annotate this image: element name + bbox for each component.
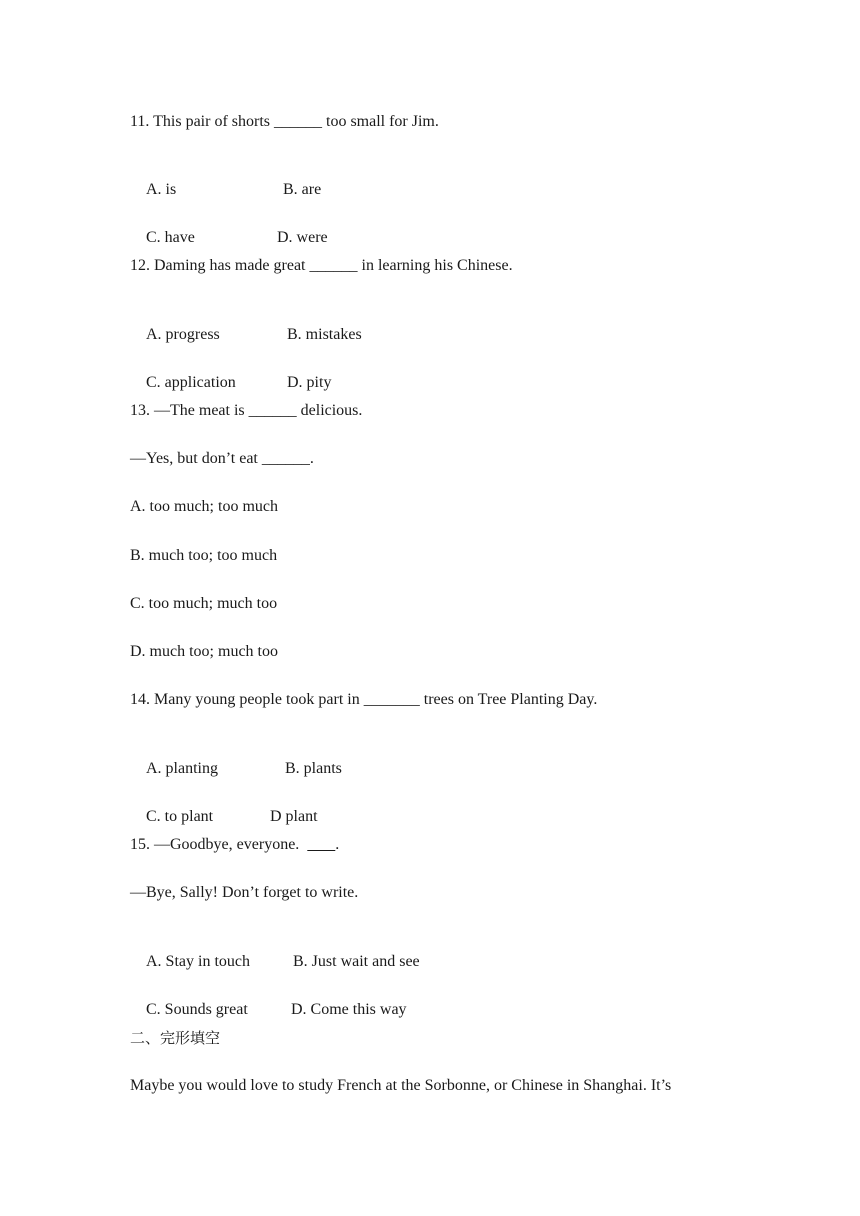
question-12-option-b: B. mistakes	[287, 326, 362, 343]
question-11-stem: 11. This pair of shorts ______ too small for Jim.	[130, 113, 439, 130]
question-15-option-b: B. Just wait and see	[293, 953, 420, 970]
question-14-option-a: A. planting	[146, 760, 218, 777]
question-11-option-a: A. is	[146, 181, 177, 198]
question-15-option-d: D. Come this way	[291, 1001, 407, 1018]
question-12-option-c: C. application	[146, 374, 236, 391]
section-heading: 二、完形填空	[130, 1029, 221, 1047]
question-14-option-c: C. to plant	[146, 808, 214, 825]
question-13-option-b: B. much too; too much	[130, 547, 278, 564]
question-12-option-a: A. progress	[146, 326, 220, 343]
question-15-option-c: C. Sounds great	[146, 1001, 248, 1018]
question-14-stem: 14. Many young people took part in _______ trees on Tree Planting Day.	[130, 691, 598, 708]
question-13-stem: 13. —The meat is ______ delicious.	[130, 402, 363, 419]
question-13-reply: —Yes, but don’t eat ______.	[130, 450, 314, 467]
question-15-reply: —Bye, Sally! Don’t forget to write.	[130, 884, 359, 901]
question-14-option-b: B. plants	[285, 760, 342, 777]
passage-line: Maybe you would love to study French at the Sorbonne, or Chinese in Shanghai. It’s	[130, 1077, 672, 1094]
question-15-option-a: A. Stay in touch	[146, 953, 250, 970]
question-12-stem: 12. Daming has made great ______ in learning his Chinese.	[130, 257, 513, 274]
question-13-option-c: C. too much; much too	[130, 595, 278, 612]
question-15-stem	[130, 835, 339, 855]
question-15-blank	[307, 836, 335, 853]
question-13-option-d: D. much too; much too	[130, 643, 278, 660]
question-15-stem-text: 15. —Goodbye, everyone.	[130, 836, 308, 853]
document-page	[130, 0, 830, 1216]
question-15-stem-end: .	[335, 836, 340, 853]
question-11-option-c: C. have	[146, 229, 195, 246]
question-13-option-a: A. too much; too much	[130, 498, 278, 515]
question-11-option-b: B. are	[283, 181, 322, 198]
question-11-option-d: D. were	[277, 229, 328, 246]
question-12-option-d: D. pity	[287, 374, 332, 391]
question-14-option-d: D plant	[270, 808, 318, 825]
